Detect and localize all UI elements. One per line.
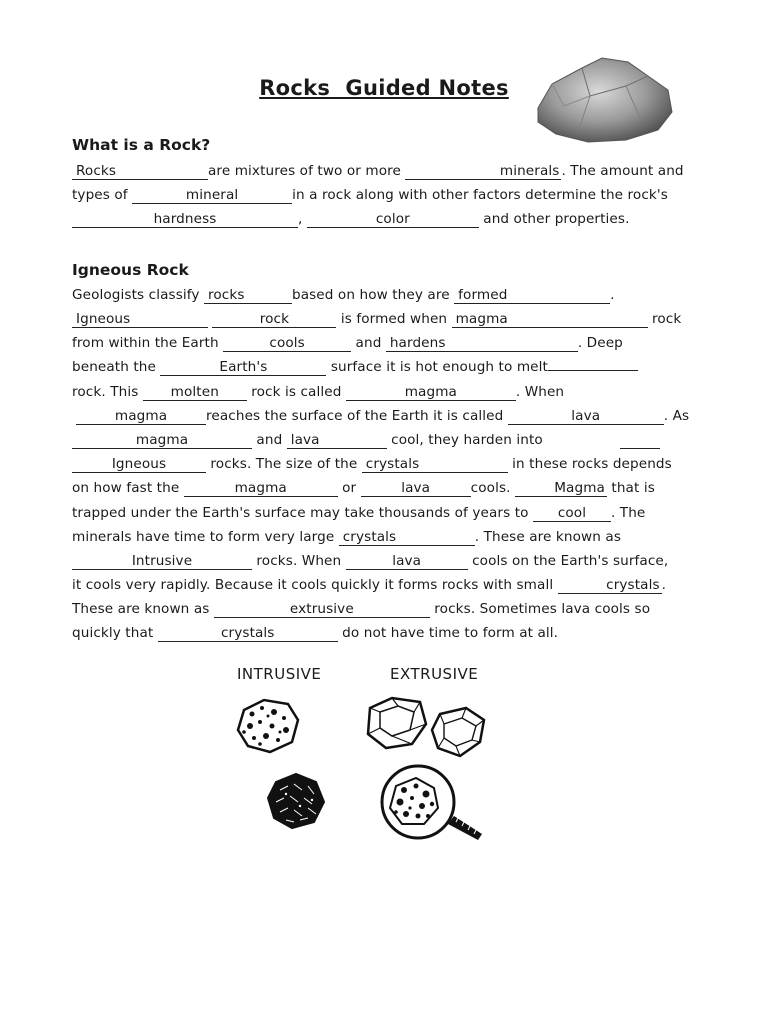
answer-blank: magma (452, 312, 648, 328)
text-line (72, 456, 672, 473)
text: . (610, 287, 615, 303)
answer-blank: hardness (72, 212, 298, 228)
answer-blank: Rocks (72, 164, 208, 180)
answer-blank: cools (223, 336, 351, 352)
answer-blank: formed (454, 288, 610, 304)
text-line (72, 432, 543, 449)
text: . As (663, 408, 690, 424)
answer-blank: minerals (405, 164, 561, 180)
text-line (72, 553, 668, 570)
answer-blank: magma (76, 409, 206, 425)
answer-blank: magma (72, 433, 252, 449)
magnifying-glass-icon (382, 766, 482, 840)
text: . Deep (577, 335, 623, 351)
answer-blank: mineral (132, 188, 292, 204)
extrusive-rock-glassy-icon (432, 708, 484, 756)
text: in these rocks depends (512, 456, 672, 472)
text-line (72, 287, 615, 304)
answer-blank: cool (533, 506, 611, 522)
text-line (72, 335, 623, 352)
answer-blank (620, 432, 660, 449)
text: rocks. The size of the (210, 456, 358, 472)
text-line (72, 601, 650, 618)
text-line (72, 577, 666, 594)
section-heading-rock: What is a Rock? (72, 136, 211, 154)
text: in a rock along with other factors determine the rock's (292, 187, 668, 203)
text: These are known as (72, 601, 210, 617)
text: Geologists classify (72, 287, 200, 303)
text-line (72, 529, 621, 546)
text: trapped under the Earth's surface may take thousands of years to (72, 505, 529, 521)
igneous-rock-diagram (230, 690, 500, 850)
intrusive-rock-speckled-icon (238, 700, 298, 752)
answer-blank: lava (361, 481, 471, 497)
text: beneath the (72, 359, 156, 375)
text: quickly that (72, 625, 154, 641)
section-heading-igneous: Igneous Rock (72, 261, 189, 279)
text: that is (611, 480, 655, 496)
answer-blank: lava (287, 433, 387, 449)
text: cool, they harden into (391, 432, 543, 448)
answer-blank: crystals (362, 457, 508, 473)
answer-blank: crystals (158, 626, 338, 642)
text: and (355, 335, 382, 351)
text: based on how they are (291, 287, 450, 303)
text-line (72, 480, 655, 497)
text-line (72, 311, 681, 328)
text: rock is called (251, 384, 342, 400)
rock-photo (530, 56, 676, 146)
text: it cools very rapidly. Because it cools quickly it forms rocks with small (72, 577, 554, 593)
intrusive-label: INTRUSIVE (237, 665, 322, 683)
text: surface it is hot enough to melt (330, 359, 548, 375)
text: minerals have time to form very large (72, 529, 335, 545)
answer-blank: magma (184, 481, 338, 497)
answer-blank: rocks (204, 288, 292, 304)
answer-blank: Intrusive (72, 554, 252, 570)
text: types of (72, 187, 128, 203)
text: and other properties. (483, 211, 630, 227)
extrusive-rock-glassy-icon (368, 698, 426, 748)
answer-blank: Magma (515, 481, 607, 497)
text: do not have time to form at all. (342, 625, 559, 641)
answer-blank: molten (143, 385, 247, 401)
text-line (76, 408, 689, 425)
answer-blank: lava (508, 409, 664, 425)
text: are mixtures of two or more (208, 163, 402, 179)
answer-blank: Earth's (160, 360, 326, 376)
text: reaches the surface of the Earth it is called (206, 408, 504, 424)
answer-blank: extrusive (214, 602, 430, 618)
text: is formed when (340, 311, 448, 327)
text: rock. This (72, 384, 139, 400)
text: . (661, 577, 667, 593)
text-line (72, 359, 638, 376)
answer-blank: hardens (386, 336, 578, 352)
answer-blank: magma (346, 385, 516, 401)
extrusive-label: EXTRUSIVE (390, 665, 479, 683)
text-line (72, 163, 684, 180)
text: cools on the Earth's surface, (472, 553, 669, 569)
text: cools. (470, 480, 511, 496)
answer-blank (548, 370, 638, 371)
answer-blank: Igneous (72, 312, 208, 328)
intrusive-rock-dark-icon (268, 774, 324, 828)
text: from within the Earth (72, 335, 219, 351)
text-line (72, 211, 630, 228)
text: , (298, 211, 303, 227)
text-line (72, 187, 668, 204)
text-line (72, 384, 564, 401)
text: . When (515, 384, 565, 400)
text-line (72, 625, 558, 642)
text-line (72, 505, 645, 522)
text: on how fast the (72, 480, 180, 496)
page-title: Rocks Guided Notes (259, 76, 509, 100)
text: rocks. Sometimes lava cools so (434, 601, 651, 617)
text: . The (610, 505, 646, 521)
text: rocks. When (256, 553, 342, 569)
text: . The amount and (561, 163, 684, 179)
text: . These are known as (474, 529, 622, 545)
answer-blank: crystals (558, 578, 662, 594)
answer-blank: Igneous (72, 457, 206, 473)
answer-blank: lava (346, 554, 468, 570)
text: rock (652, 311, 682, 327)
text: and (256, 432, 283, 448)
text: or (342, 480, 357, 496)
answer-blank: color (307, 212, 479, 228)
answer-blank: rock (212, 312, 336, 328)
answer-blank: crystals (339, 530, 475, 546)
